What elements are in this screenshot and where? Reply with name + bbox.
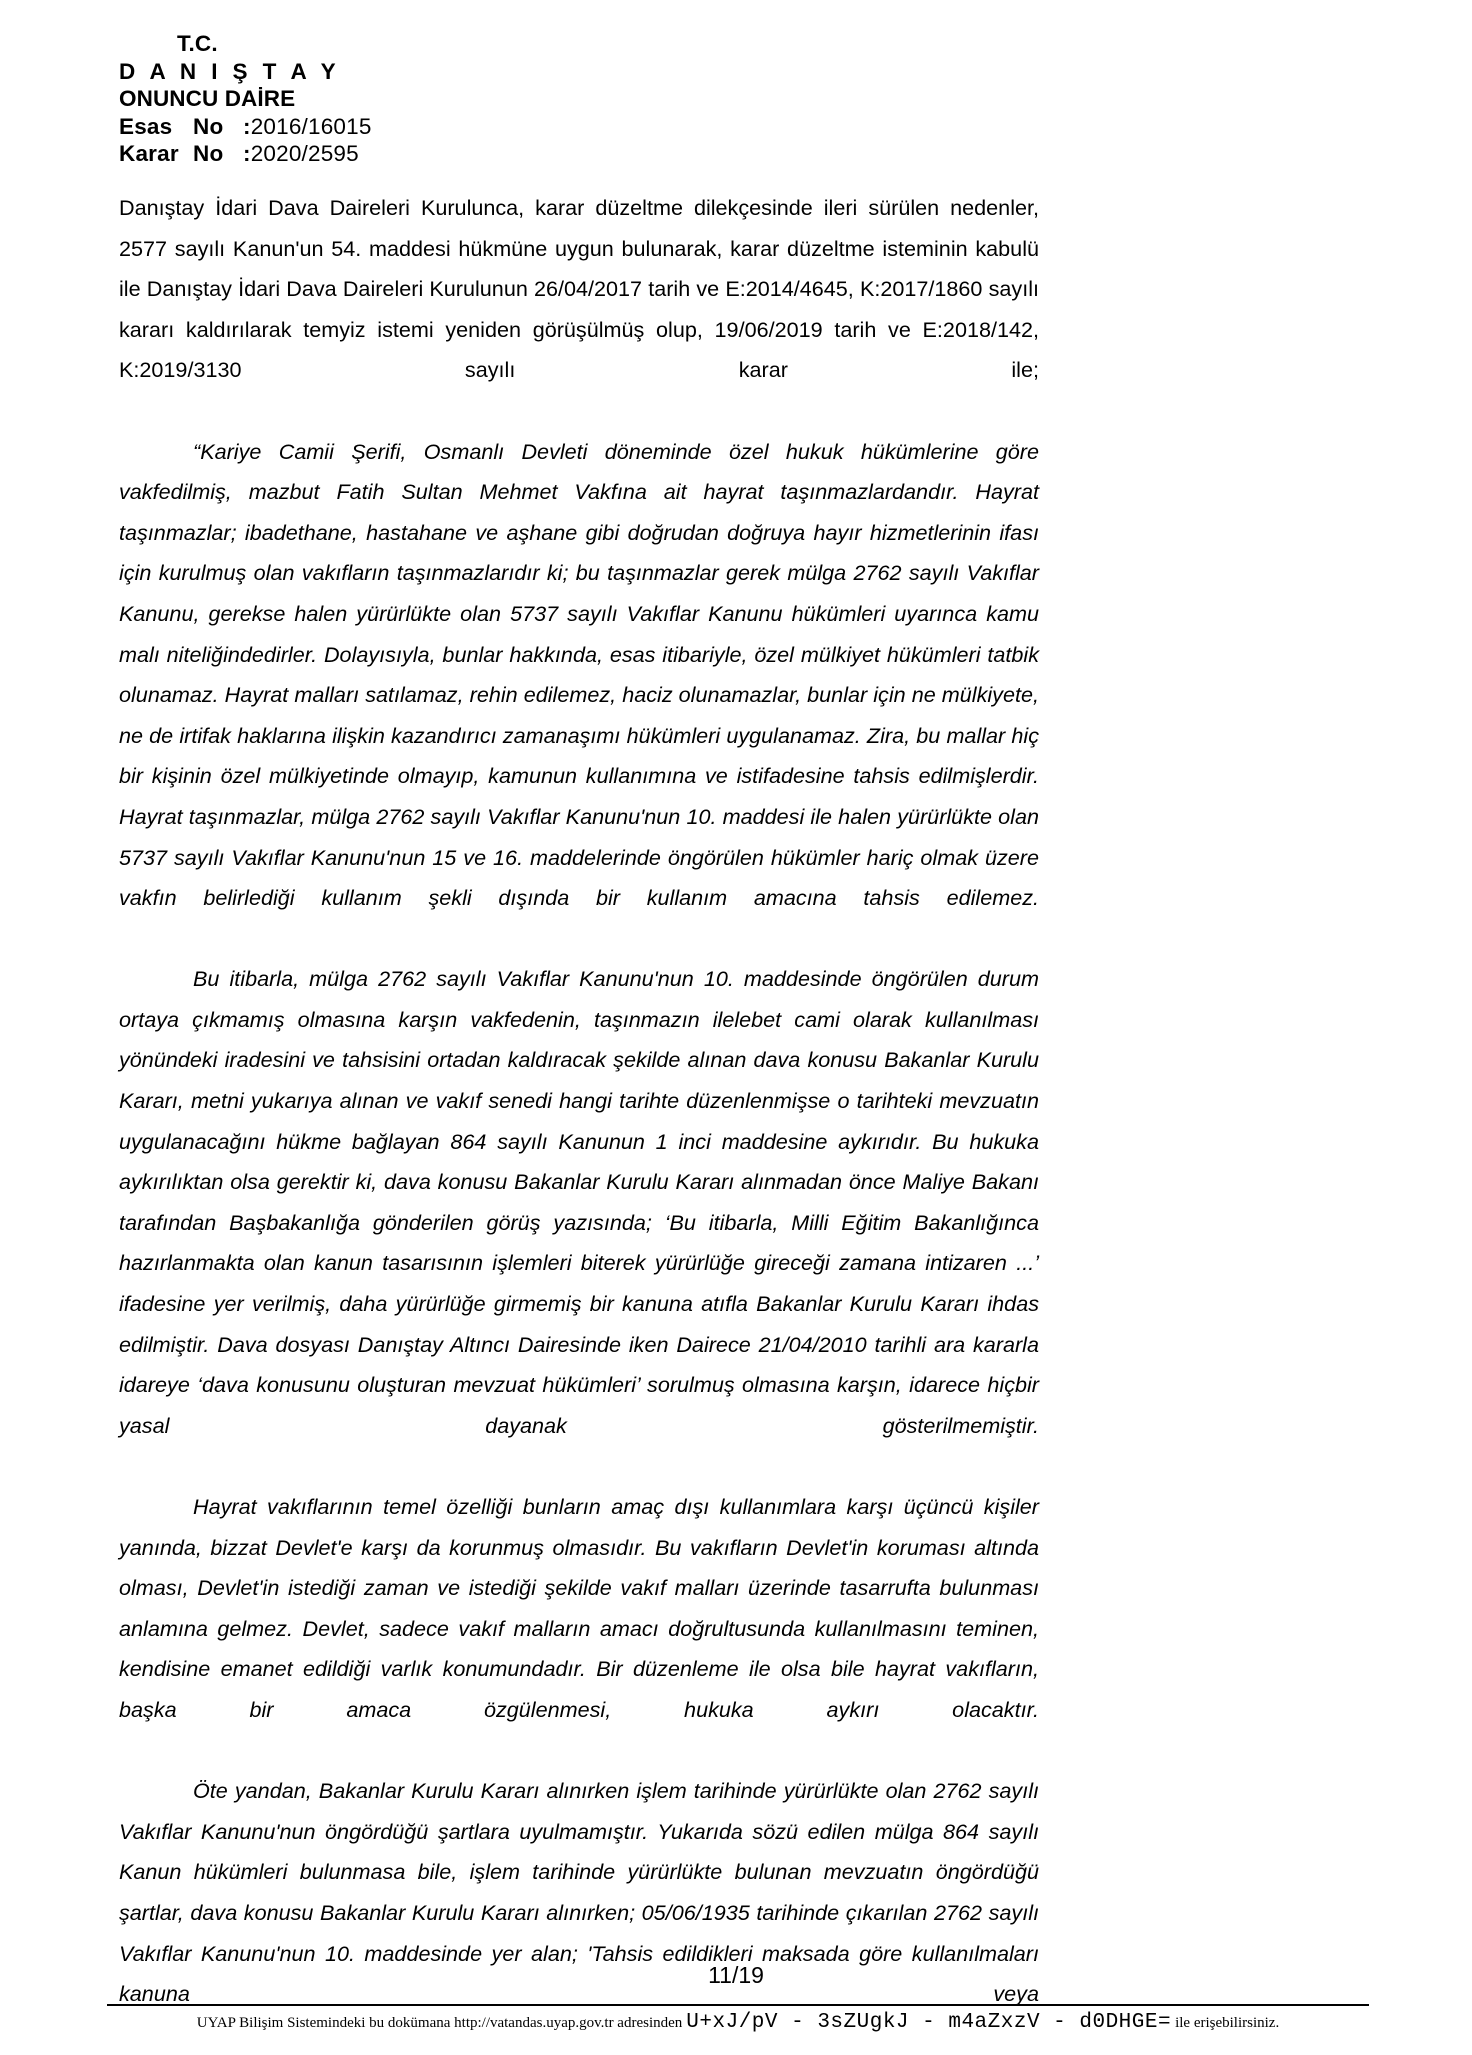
karar-no-label: No bbox=[193, 141, 224, 166]
footer-verification-code: U+xJ/pV - 3sZUgkJ - m4aZxzV - d0DHGE= bbox=[686, 2011, 1172, 2034]
paragraph-quote-3: Hayrat vakıflarının temel özelliği bunların amaç dışı kullanımlara karşı üçüncü kişiler yanında, bizzat Devlet'e karşı da korunmuş olmasıdır. Bu vakıfların Devlet'in koruması altında olması, Devlet'in istediği zaman ve istediği şekilde vakıf malları üzerinde tasarrufta bulunması anlamına gelmez. Devlet, sadece vakıf malların amacı doğrultusunda kullanılmasını teminen, kendisine emanet edildiği varlık konumundadır. Bir düzenleme ile olsa bile hayrat vakıfların, başka bir amaca özgülenmesi, hukuka aykırı olacaktır. bbox=[119, 1494, 1039, 1722]
esas-number: 2016/16015 bbox=[250, 113, 372, 139]
footer-verification-note bbox=[107, 2012, 1369, 2034]
esas-no-label: No bbox=[193, 113, 224, 139]
paragraph-quote-2: Bu itibarla, mülga 2762 sayılı Vakıflar Kanunu'nun 10. maddesinde öngörülen durum ortaya çıkmamış olmasına karşın vakfedenin, taşınmazın ilelebet cami olarak kullanılması yönündeki iradesini ve tahsisini ortadan kaldıracak şekilde alınan dava konusu Bakanlar Kurulu Kararı, metni yukarıya alınan ve vakıf senedi hangi tarihte düzenlenmişse o tarihteki mevzuatın uygulanacağını hükme bağlayan 864 sayılı Kanunun 1 inci maddesine aykırıdır. Bu hukuka aykırılıktan olsa gerektir ki, dava konusu Bakanlar Kurulu Kararı alınmadan önce Maliye Bakanı tarafından Başbakanlığa gönderilen görüş yazısında; ‘Bu itibarla, Milli Eğitim Bakanlığınca hazırlanmakta olan kanun tasarısının işlemleri biterek yürürlüğe gireceği zamana intizaren ...’ ifadesine yer verilmiş, daha yürürlüğe girmemiş bir kanuna atıfla Bakanlar Kurulu Kararı ihdas edilmiştir. Dava dosyası Danıştay Altıncı Dairesinde iken Dairece 21/04/2010 tarihli ara kararla idareye ‘dava konusunu oluşturan mevzuat hükümleri’ sorulmuş olmasına karşın, idarece hiçbir yasal dayanak gösterilmemiştir. bbox=[119, 966, 1039, 1438]
header-country-code: T.C. bbox=[177, 31, 218, 56]
esas-label: Esas bbox=[119, 113, 173, 139]
document-header bbox=[119, 30, 719, 168]
paragraph-quote-1: “Kariye Camii Şerifi, Osmanlı Devleti döneminde özel hukuk hükümlerine göre vakfedilmiş, mazbut Fatih Sultan Mehmet Vakfına ait hayrat taşınmazlardandır. Hayrat taşınmazlar; ibadethane, hastahane ve aşhane gibi doğrudan doğruya hayır hizmetlerinin ifası için kurulmuş olan vakıfların taşınmazlarıdır ki; bu taşınmazlar gerek mülga 2762 sayılı Vakıflar Kanunu, gerekse halen yürürlükte olan 5737 sayılı Vakıflar Kanunu hükümleri uyarınca kamu malı niteliğindedirler. Dolayısıyla, bunlar hakkında, esas itibariyle, özel mülkiyet hükümleri tatbik olunamaz. Hayrat malları satılamaz, rehin edilemez, haciz olunamazlar, bunlar için ne mülkiyete, ne de irtifak haklarına ilişkin kazandırıcı zamanaşımı hükümleri uygulanamaz. Zira, bu mallar hiç bir kişinin özel mülkiyetinde olmayıp, kamunun kullanımına ve istifadesine tahsis edilmişlerdir. Hayrat taşınmazlar, mülga 2762 sayılı Vakıflar Kanunu'nun 10. maddesi ile halen yürürlükte olan 5737 sayılı Vakıflar Kanunu'nun 15 ve 16. maddelerinde öngörülen hükümler hariç olmak üzere vakfın belirlediği kullanım şekli dışında bir kullanım amacına tahsis edilemez. bbox=[119, 438, 1039, 911]
footer-prefix-text: UYAP Bilişim Sistemindeki bu dokümana http://vatandas.uyap.gov.tr adresinden bbox=[196, 2015, 683, 2031]
header-chamber-name: ONUNCU DAİRE bbox=[119, 86, 296, 111]
page-number: 11/19 bbox=[708, 1962, 764, 1988]
karar-number: 2020/2595 bbox=[250, 141, 359, 166]
header-esas-row bbox=[119, 113, 719, 141]
paragraph-intro: Danıştay İdari Dava Daireleri Kurulunca, karar düzeltme dilekçesinde ileri sürülen nedenler, 2577 sayılı Kanun'un 54. maddesi hükmüne uygun bulunarak, karar düzeltme isteminin kabulü ile Danıştay İdari Dava Daireleri Kurulunun 26/04/2017 tarih ve E:2014/4645, K:2017/1860 sayılı kararı kaldırılarak temyiz istemi yeniden görüşülmüş olup, 19/06/2019 tarih ve E:2018/142, K:2019/3130 sayılı karar ile; bbox=[119, 195, 1039, 383]
header-karar-row bbox=[119, 140, 719, 168]
footer-divider bbox=[107, 2004, 1369, 2006]
footer-suffix-text: ile erişebilirsiniz. bbox=[1175, 2015, 1280, 2031]
esas-colon: : bbox=[243, 113, 251, 139]
header-court-name: D A N I Ş T A Y bbox=[119, 58, 341, 84]
paragraph-quote-4: Öte yandan, Bakanlar Kurulu Kararı alınırken işlem tarihinde yürürlükte olan 2762 sayılı Vakıflar Kanunu'nun öngördüğü şartlara uyulmamıştır. Yukarıda sözü edilen mülga 864 sayılı Kanun hükümleri bulunmasa bile, işlem tarihinde yürürlükte bulunan mevzuatın öngördüğü şartlar, dava konusu Bakanlar Kurulu Kararı alınırken; 05/06/1935 tarihinde çıkarılan 2762 sayılı Vakıflar Kanunu'nun 10. maddesinde yer alan; 'Tahsis edildikleri maksada göre kullanılmaları kanuna veya bbox=[119, 1778, 1039, 2007]
document-body bbox=[119, 188, 1039, 2055]
karar-label: Karar bbox=[119, 141, 179, 166]
karar-colon: : bbox=[243, 141, 251, 166]
